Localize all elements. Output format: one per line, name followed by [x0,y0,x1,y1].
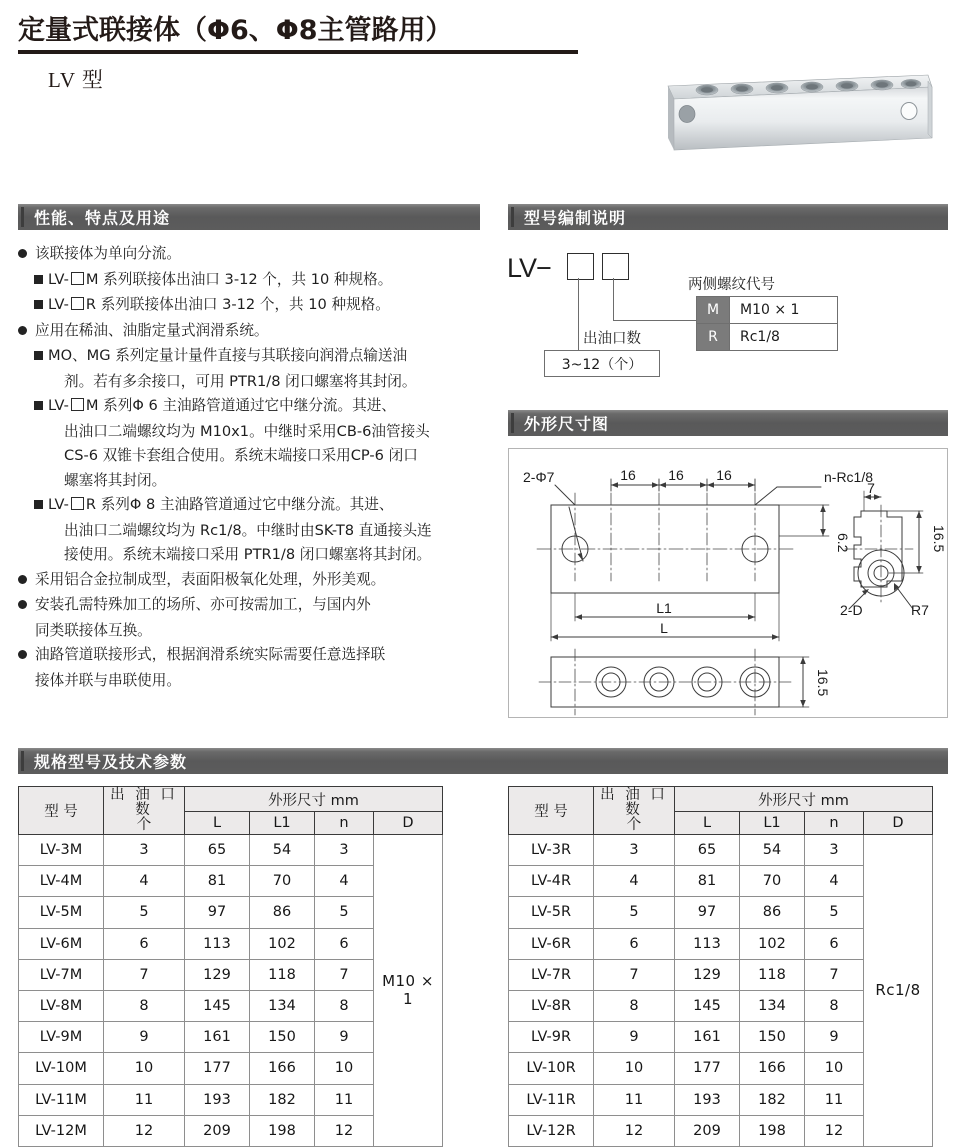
placeholder-box-icon [71,297,84,310]
cell-l: 177 [675,1053,740,1084]
feature-continuation: 剂。若有多余接口，可用 PTR1/8 闭口螺塞将其封闭。 [64,372,417,390]
feature-text [48,293,390,318]
cell-l: 129 [675,959,740,990]
cell-l1: 134 [250,990,315,1021]
cell-l: 113 [185,928,250,959]
feature-continuation: 接使用。系统末端接口采用 PTR1/8 闭口螺塞将其封闭。 [64,546,432,563]
cell-n: 7 [315,959,374,990]
feature-continuation: 出油口二端螺纹均为 Rc1/8。中继时由SK-T8 直通接头连 [64,521,432,539]
cell-ports: 3 [104,835,185,866]
cell-ports: 9 [594,1022,675,1053]
dim-label-edge-offset: 6.2 [835,533,851,553]
model-code-diagram [505,243,950,383]
feature-text: MO、MG 系列定量计量件直接与其联接向润滑点输送油 [48,347,408,364]
feature-continuation: CS-6 双锥卡套组合使用。系统末端接口采用CP-6 闭口 [64,447,418,464]
bullet-square-icon [34,275,43,284]
list-item [18,242,478,267]
cell-l: 65 [185,835,250,866]
thread-code-table [696,296,838,351]
page-title: 定量式联接体（Φ6、Φ8主管路用） [18,15,453,46]
cell-l: 81 [675,866,740,897]
section-header-model-code [508,204,948,230]
col-header-l: L [675,812,740,835]
cell-n: 11 [805,1084,864,1115]
col-header-d: D [864,812,933,835]
cell-model: LV-8R [509,990,594,1021]
feature-prefix: LV- [48,270,69,288]
col-header-dims-group: 外形尺寸 mm [675,787,933,812]
cell-n: 8 [805,990,864,1021]
col-header-model: 型 号 [19,787,104,835]
cell-d-merged: Rc1/8 [864,835,933,1147]
col-header-ports [104,787,185,835]
cell-model: LV-12M [19,1115,104,1146]
cell-n: 4 [805,866,864,897]
dim-label-radius-r7: R7 [911,602,929,618]
list-item [18,344,478,369]
cell-ports: 4 [594,866,675,897]
col-header-l1: L1 [740,812,805,835]
feature-suffix: R 系列Φ 8 主油路管道通过它中继分流。其进、 [85,496,394,513]
product-photo [645,62,935,158]
cell-model: LV-9M [19,1022,104,1053]
cell-ports: 8 [104,990,185,1021]
bullet-dot-icon [18,650,27,659]
cell-l1: 150 [740,1022,805,1053]
spec-table-r-series [508,786,933,1147]
cell-model: LV-5M [19,897,104,928]
dim-label-width-7: 7 [867,480,875,496]
cell-l1: 86 [250,897,315,928]
cell-model: LV-9R [509,1022,594,1053]
section-accent [511,413,514,433]
cell-l: 81 [185,866,250,897]
cell-model: LV-4M [19,866,104,897]
cell-model: LV-10M [19,1053,104,1084]
cell-model: LV-11R [509,1084,594,1115]
cell-l1: 54 [740,835,805,866]
cell-model: LV-12R [509,1115,594,1146]
cell-l: 65 [675,835,740,866]
bullet-dot-icon [18,249,27,258]
list-item [18,643,478,668]
cell-ports: 4 [104,866,185,897]
cell-ports: 9 [104,1022,185,1053]
cell-ports: 12 [594,1115,675,1146]
dim-label-l1: L1 [656,600,672,616]
section-title-dimensions: 外形尺寸图 [524,414,610,434]
port-count-value: 3~12（个） [544,350,660,377]
cell-model: LV-4R [509,866,594,897]
cell-l: 209 [185,1115,250,1146]
dim-label-height-165: 16.5 [931,525,947,553]
cell-ports: 11 [594,1084,675,1115]
cell-n: 7 [805,959,864,990]
dimension-drawing [508,448,948,718]
cell-model: LV-7M [19,959,104,990]
cell-ports: 10 [104,1053,185,1084]
dim-label-pitch-3: 16 [716,467,732,483]
placeholder-box-icon [71,398,84,411]
col-header-n: n [315,812,374,835]
col-header-ports [594,787,675,835]
feature-suffix: R 系列联接体出油口 3-12 个，共 10 种规格。 [85,296,390,313]
cell-l: 145 [185,990,250,1021]
feature-continuation: 出油口二端螺纹均为 M10x1。中继时采用CB-6油管接头 [64,422,430,440]
cell-ports: 8 [594,990,675,1021]
cell-n: 12 [315,1115,374,1146]
section-title-features: 性能、特点及用途 [34,208,171,228]
cell-n: 11 [315,1084,374,1115]
feature-prefix: LV- [48,496,69,513]
port-count-caption: 出油口数 [583,331,641,347]
leader-line-ports [578,278,579,350]
section-accent [511,207,514,227]
cell-model: LV-8M [19,990,104,1021]
cell-l1: 102 [740,928,805,959]
cell-ports: 5 [594,897,675,928]
leader-line-thread-vertical [613,278,614,320]
table-header-row [509,787,933,812]
cell-l1: 86 [740,897,805,928]
cell-model: LV-10R [509,1053,594,1084]
cell-model: LV-11M [19,1084,104,1115]
table-row [697,297,838,324]
bullet-dot-icon [18,575,27,584]
cell-l1: 134 [740,990,805,1021]
cell-l: 193 [185,1084,250,1115]
cell-l1: 182 [740,1084,805,1115]
cell-l1: 150 [250,1022,315,1053]
cell-ports: 3 [594,835,675,866]
list-item [18,293,478,318]
spec-table-m-series [18,786,443,1147]
cell-model: LV-7R [509,959,594,990]
model-box-ports [567,253,594,280]
cell-n: 10 [805,1053,864,1084]
feature-continuation: 螺塞将其封闭。 [64,471,167,489]
section-header-spec [18,748,948,774]
col-header-model: 型 号 [509,787,594,835]
thread-value-cell: M10 × 1 [730,297,838,324]
feature-suffix: M 系列联接体出油口 3-12 个，共 10 种规格。 [85,270,393,288]
cell-l1: 198 [250,1115,315,1146]
thread-value-cell: Rc1/8 [730,324,838,351]
feature-prefix: LV- [48,397,69,414]
thread-code-cell: M [697,297,730,324]
cell-ports: 7 [594,959,675,990]
title-underline [18,50,578,54]
dim-label-pitch-1: 16 [620,467,636,483]
cell-l1: 102 [250,928,315,959]
cell-l1: 54 [250,835,315,866]
thread-code-caption: 两侧螺纹代号 [688,277,775,293]
feature-text: 采用铝合金拉制成型，表面阳极氧化处理，外形美观。 [35,570,386,588]
cell-l1: 118 [250,959,315,990]
list-item [18,493,478,518]
feature-list [18,242,478,693]
dim-label-l: L [660,620,668,636]
cell-ports: 12 [104,1115,185,1146]
feature-text [48,394,396,419]
cell-l: 113 [675,928,740,959]
cell-l1: 70 [250,866,315,897]
cell-l: 97 [675,897,740,928]
cell-l: 177 [185,1053,250,1084]
bullet-square-icon [34,300,43,309]
table-row [509,835,933,866]
cell-l: 161 [675,1022,740,1053]
col-header-l: L [185,812,250,835]
col-header-d: D [374,812,443,835]
bullet-dot-icon [18,600,27,609]
cell-ports: 6 [104,928,185,959]
list-item [18,593,478,618]
section-accent [21,207,24,227]
feature-text [48,493,393,518]
feature-text [48,268,392,293]
cell-n: 5 [805,897,864,928]
cell-l: 97 [185,897,250,928]
list-item [18,319,478,344]
col-header-n: n [805,812,864,835]
page-subtitle: LV 型 [48,68,104,92]
col-header-l1: L1 [250,812,315,835]
cell-model: LV-3R [509,835,594,866]
list-item [18,568,478,593]
cell-l: 145 [675,990,740,1021]
placeholder-box-icon [71,272,84,285]
table-row [697,324,838,351]
feature-text: 油路管道联接形式，根据润滑系统实际需要任意选择联 [35,646,386,663]
cell-l: 209 [675,1115,740,1146]
leader-line-thread-horizontal [613,320,697,321]
title-block [18,14,618,54]
cell-model: LV-6R [509,928,594,959]
section-header-features [18,204,480,230]
feature-continuation: 同类联接体互换。 [35,621,152,639]
placeholder-box-icon [71,497,84,510]
col-header-ports-line1: 出 油 口 数 [600,787,668,818]
cell-model: LV-6M [19,928,104,959]
section-accent [21,751,24,771]
cell-l1: 118 [740,959,805,990]
cell-ports: 10 [594,1053,675,1084]
cell-l1: 166 [250,1053,315,1084]
dim-label-port-thread: n-Rc1/8 [824,469,874,485]
section-title-spec: 规格型号及技术参数 [34,752,188,772]
cell-n: 8 [315,990,374,1021]
bullet-square-icon [34,351,43,360]
feature-text: 安装孔需特殊加工的场所、亦可按需加工，与国内外 [35,596,371,613]
cell-ports: 6 [594,928,675,959]
cell-n: 10 [315,1053,374,1084]
table-header-row [19,787,443,812]
col-header-ports-line2: 个 [136,817,152,833]
cell-l: 129 [185,959,250,990]
model-prefix-label: LV− [507,253,551,283]
feature-continuation: 接体并联与串联使用。 [35,671,181,689]
thread-code-cell: R [697,324,730,351]
dim-label-bore-2d: 2-D [840,602,863,618]
feature-text: 该联接体为单向分流。 [35,245,181,262]
col-header-ports-line2: 个 [626,817,642,833]
cell-n: 4 [315,866,374,897]
table-row [19,835,443,866]
cell-l1: 70 [740,866,805,897]
dim-label-mount-hole: 2-Φ7 [523,469,555,485]
cell-n: 6 [315,928,374,959]
cell-model: LV-3M [19,835,104,866]
cell-d-merged: M10 × 1 [374,835,443,1147]
feature-text: 应用在稀油、油脂定量式润滑系统。 [35,321,269,339]
bullet-square-icon [34,401,43,410]
cell-l1: 166 [740,1053,805,1084]
cell-l: 161 [185,1022,250,1053]
bullet-square-icon [34,500,43,509]
cell-ports: 7 [104,959,185,990]
cell-n: 9 [805,1022,864,1053]
cell-n: 3 [805,835,864,866]
feature-suffix: M 系列Φ 6 主油路管道通过它中继分流。其进、 [85,397,396,414]
cell-n: 9 [315,1022,374,1053]
feature-prefix: LV- [48,296,69,313]
cell-ports: 5 [104,897,185,928]
cell-ports: 11 [104,1084,185,1115]
section-header-dimensions [508,410,948,436]
dim-label-bottom-height: 16.5 [815,669,831,697]
col-header-dims-group: 外形尺寸 mm [185,787,443,812]
col-header-ports-line1: 出 油 口 数 [110,787,178,818]
section-title-model-code: 型号编制说明 [524,208,627,228]
list-item [18,394,478,419]
cell-n: 6 [805,928,864,959]
cell-n: 3 [315,835,374,866]
list-item [18,268,478,293]
cell-l1: 182 [250,1084,315,1115]
model-box-thread [602,253,629,280]
cell-l1: 198 [740,1115,805,1146]
dim-label-pitch-2: 16 [668,467,684,483]
cell-model: LV-5R [509,897,594,928]
cell-l: 193 [675,1084,740,1115]
cell-n: 5 [315,897,374,928]
cell-n: 12 [805,1115,864,1146]
bullet-dot-icon [18,326,27,335]
